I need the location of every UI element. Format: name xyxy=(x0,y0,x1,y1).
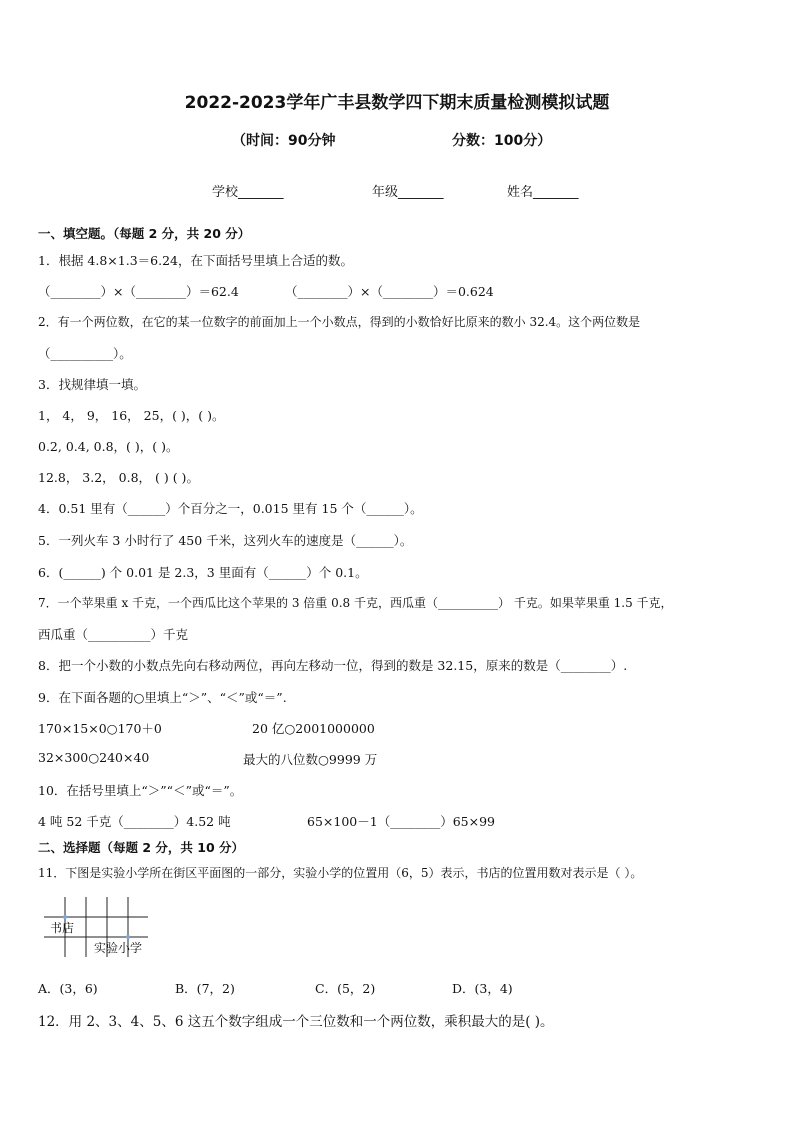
question-10-item-a: 4 吨 52 千克（________）4.52 吨 xyxy=(38,814,231,829)
name-field: 姓名_______ xyxy=(507,185,579,200)
question-1-part-a: （________）×（________）＝62.4 xyxy=(38,284,239,299)
question-1-part-b: （________）×（________）＝0.624 xyxy=(285,284,494,299)
question-1: 1．根据 4.8×1.3＝6.24，在下面括号里填上合适的数。 xyxy=(38,253,353,268)
question-7: 7．一个苹果重 x 千克，一个西瓜比这个苹果的 3 倍重 0.8 千克，西瓜重（__________） 千克。如果苹果重 1.5 千克， xyxy=(38,596,673,610)
question-9-item-b: 20 亿○2001000000 xyxy=(252,721,375,736)
question-9-item-a: 170×15×0○170＋0 xyxy=(38,721,162,736)
option-c[interactable]: C．(5，2) xyxy=(315,981,376,996)
question-3-row-c: 12.8， 3.2， 0.8， ( ) ( )。 xyxy=(38,470,199,485)
option-a[interactable]: A．(3，6) xyxy=(38,981,98,996)
question-4: 4．0.51 里有（______）个百分之一，0.015 里有 15 个（______）。 xyxy=(38,501,423,516)
question-8: 8．把一个小数的小数点先向右移动两位，再向左移动一位，得到的数是 32.15，原来的数是（________）. xyxy=(38,658,628,673)
question-6: 6．(______) 个 0.01 是 2.3，3 里面有（______）个 0.1。 xyxy=(38,565,368,580)
page-title: 2022-2023学年广丰县数学四下期末质量检测模拟试题 xyxy=(184,93,610,113)
question-9-item-c: 32×300○240×40 xyxy=(38,750,150,765)
map-label-school: 实验小学 xyxy=(94,941,143,955)
question-10-item-b: 65×100－1（________）65×99 xyxy=(307,814,495,829)
school-field: 学校_______ xyxy=(212,185,284,200)
option-d[interactable]: D．(3，4) xyxy=(452,981,513,996)
question-10: 10．在括号里填上“＞”“＜”或“＝”。 xyxy=(38,783,243,798)
question-11: 11．下图是实验小学所在街区平面图的一部分，实验小学的位置用（6，5）表示，书店的位置用数对表示是（ ）。 xyxy=(38,866,643,880)
grade-field: 年级_______ xyxy=(372,185,444,200)
section-2-heading: 二、选择题（每题 2 分，共 10 分） xyxy=(38,840,245,855)
question-9-item-d: 最大的八位数○9999 万 xyxy=(243,752,378,767)
street-map-figure xyxy=(44,897,164,963)
question-2: 2．有一个两位数，在它的某一位数字的前面加上一个小数点，得到的小数恰好比原来的数小 32.4。这个两位数是 xyxy=(38,315,641,329)
question-12: 12．用 2、3、4、5、6 这五个数字组成一个三位数和一个两位数，乘积最大的是( )。 xyxy=(38,1014,554,1030)
question-3: 3．找规律填一填。 xyxy=(38,377,146,392)
question-7-continued: 西瓜重（__________）千克 xyxy=(38,627,189,642)
exam-score: 分数：100分） xyxy=(452,133,552,149)
question-5: 5．一列火车 3 小时行了 450 千米，这列火车的速度是（______）。 xyxy=(38,533,413,548)
question-3-row-a: 1， 4， 9， 16， 25，( )，( )。 xyxy=(38,408,225,423)
section-1-heading: 一、填空题。（每题 2 分，共 20 分） xyxy=(38,226,251,241)
map-label-bookstore: 书店 xyxy=(50,921,75,935)
option-b[interactable]: B．(7，2) xyxy=(175,981,235,996)
exam-time: （时间：90分钟 xyxy=(232,133,336,149)
question-2-answer: （__________）。 xyxy=(38,346,132,361)
question-9: 9．在下面各题的○里填上“＞”、“＜”或“＝”. xyxy=(38,690,287,705)
question-3-row-b: 0.2, 0.4, 0.8，( )，( )。 xyxy=(38,439,179,454)
